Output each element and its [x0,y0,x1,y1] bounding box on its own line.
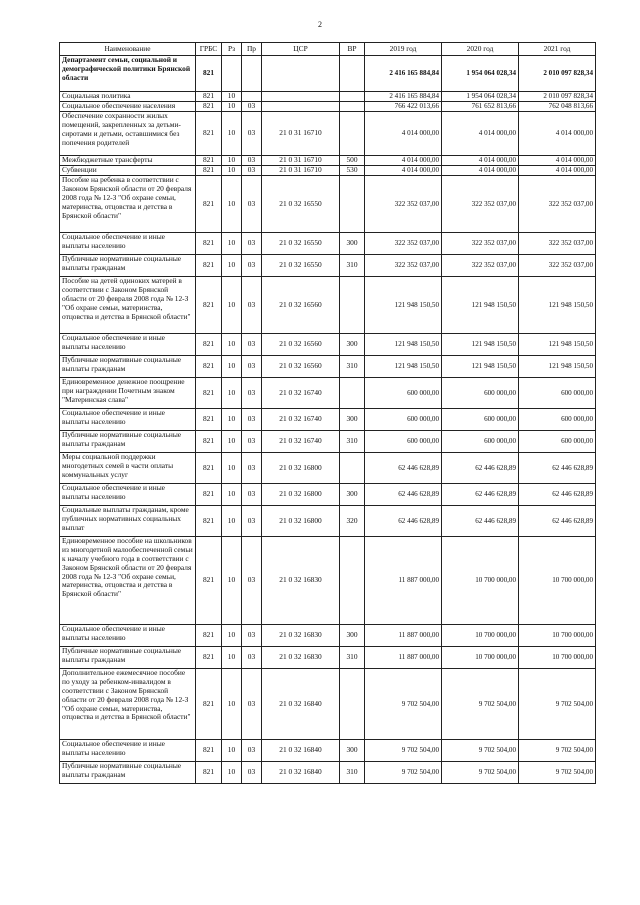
row-csr: 21 0 32 16560 [262,277,340,334]
row-grbs: 821 [196,334,222,356]
row-amount-2021: 322 352 037,00 [519,176,596,233]
row-pr: 03 [242,669,262,740]
row-pr: 03 [242,453,262,484]
row-amount-2021: 9 702 504,00 [519,669,596,740]
table-row [60,506,596,537]
row-name: Социальное обеспечение и иные выплаты населению [60,409,196,431]
row-vr: 300 [340,625,365,647]
page-number: 2 [318,20,322,29]
row-amount-2021: 2 010 097 828,34 [519,92,596,102]
row-rz: 10 [222,409,242,431]
table-row [60,625,596,647]
table-row [60,409,596,431]
row-vr [340,176,365,233]
row-amount-2019: 322 352 037,00 [365,233,442,255]
row-grbs: 821 [196,356,222,378]
row-rz: 10 [222,378,242,409]
row-pr: 03 [242,102,262,112]
row-pr: 03 [242,176,262,233]
row-amount-2020: 322 352 037,00 [442,176,519,233]
row-pr: 03 [242,431,262,453]
row-name: Социальное обеспечение и иные выплаты населению [60,334,196,356]
row-rz: 10 [222,453,242,484]
row-name: Пособие на детей одиноких матерей в соответствии с Законом Брянской области от 20 февраля 2008 года № 12-З "Об охране семьи, материнства, отцовства и детства в Брянской области" [60,277,196,334]
row-csr: 21 0 32 16830 [262,625,340,647]
row-amount-2021: 10 700 000,00 [519,647,596,669]
row-amount-2019: 322 352 037,00 [365,176,442,233]
row-csr: 21 0 31 16710 [262,112,340,156]
row-amount-2020: 1 954 064 028,34 [442,56,519,92]
row-amount-2020: 4 014 000,00 [442,112,519,156]
row-amount-2019: 121 948 150,50 [365,277,442,334]
row-vr: 300 [340,334,365,356]
row-vr [340,378,365,409]
row-amount-2021: 10 700 000,00 [519,625,596,647]
row-csr: 21 0 32 16830 [262,537,340,625]
row-grbs: 821 [196,669,222,740]
row-grbs: 821 [196,102,222,112]
row-name: Социальное обеспечение и иные выплаты населению [60,740,196,762]
header-2019: 2019 год [365,43,442,56]
row-grbs: 821 [196,537,222,625]
row-grbs: 821 [196,176,222,233]
row-pr: 03 [242,537,262,625]
row-vr: 300 [340,740,365,762]
table-row [60,647,596,669]
row-grbs: 821 [196,431,222,453]
row-name: Социальная политика [60,92,196,102]
row-rz: 10 [222,277,242,334]
row-vr [340,277,365,334]
table-row [60,431,596,453]
row-vr: 310 [340,255,365,277]
table-row [60,669,596,740]
row-pr [242,92,262,102]
table-row [60,537,596,625]
row-amount-2020: 322 352 037,00 [442,255,519,277]
row-name: Публичные нормативные социальные выплаты гражданам [60,356,196,378]
row-rz: 10 [222,166,242,176]
row-amount-2020: 121 948 150,50 [442,334,519,356]
row-name: Социальное обеспечение и иные выплаты населению [60,625,196,647]
row-csr: 21 0 32 16740 [262,431,340,453]
row-pr: 03 [242,166,262,176]
table-row [60,156,596,166]
header-2021: 2021 год [519,43,596,56]
row-amount-2021: 62 446 628,89 [519,453,596,484]
row-csr: 21 0 31 16710 [262,166,340,176]
row-amount-2020: 600 000,00 [442,431,519,453]
row-rz: 10 [222,625,242,647]
row-amount-2021: 4 014 000,00 [519,156,596,166]
row-amount-2019: 11 887 000,00 [365,537,442,625]
row-amount-2021: 4 014 000,00 [519,166,596,176]
row-amount-2020: 121 948 150,50 [442,277,519,334]
table-row [60,56,596,92]
row-name: Социальные выплаты гражданам, кроме публичных нормативных социальных выплат [60,506,196,537]
row-grbs: 821 [196,506,222,537]
table-row [60,378,596,409]
row-amount-2019: 62 446 628,89 [365,453,442,484]
row-pr: 03 [242,740,262,762]
table-row [60,356,596,378]
row-amount-2019: 121 948 150,50 [365,356,442,378]
row-vr [340,102,365,112]
row-pr: 03 [242,156,262,166]
row-grbs: 821 [196,156,222,166]
header-2020: 2020 год [442,43,519,56]
row-amount-2019: 11 887 000,00 [365,625,442,647]
row-grbs: 821 [196,378,222,409]
row-amount-2019: 4 014 000,00 [365,166,442,176]
row-rz: 10 [222,334,242,356]
row-pr: 03 [242,409,262,431]
row-csr: 21 0 32 16550 [262,176,340,233]
table-row [60,166,596,176]
row-rz: 10 [222,762,242,784]
row-amount-2020: 600 000,00 [442,409,519,431]
row-grbs: 821 [196,56,222,92]
row-pr: 03 [242,625,262,647]
row-vr: 310 [340,762,365,784]
row-rz: 10 [222,356,242,378]
row-amount-2019: 600 000,00 [365,378,442,409]
table-row [60,334,596,356]
row-csr: 21 0 32 16740 [262,409,340,431]
row-amount-2021: 600 000,00 [519,409,596,431]
row-amount-2020: 9 702 504,00 [442,669,519,740]
row-amount-2021: 2 010 097 828,34 [519,56,596,92]
row-amount-2019: 62 446 628,89 [365,506,442,537]
row-grbs: 821 [196,166,222,176]
row-amount-2019: 9 702 504,00 [365,740,442,762]
row-amount-2020: 4 014 000,00 [442,166,519,176]
row-name: Социальное обеспечение населения [60,102,196,112]
row-amount-2021: 762 048 813,66 [519,102,596,112]
row-amount-2019: 9 702 504,00 [365,762,442,784]
row-amount-2020: 322 352 037,00 [442,233,519,255]
row-amount-2021: 4 014 000,00 [519,112,596,156]
row-csr: 21 0 32 16840 [262,669,340,740]
row-vr [340,453,365,484]
row-pr: 03 [242,112,262,156]
header-grbs: ГРБС [196,43,222,56]
row-name: Публичные нормативные социальные выплаты гражданам [60,762,196,784]
row-csr: 21 0 32 16560 [262,356,340,378]
row-name: Публичные нормативные социальные выплаты гражданам [60,431,196,453]
row-name: Единовременное денежное поощрение при награждении Почетным знаком "Материнская слава" [60,378,196,409]
row-csr: 21 0 32 16840 [262,762,340,784]
row-vr: 310 [340,356,365,378]
row-vr [340,537,365,625]
row-amount-2019: 2 416 165 884,84 [365,56,442,92]
row-name: Субвенции [60,166,196,176]
table-row [60,233,596,255]
row-vr: 320 [340,506,365,537]
row-pr: 03 [242,506,262,537]
row-amount-2021: 9 702 504,00 [519,740,596,762]
row-amount-2019: 322 352 037,00 [365,255,442,277]
row-name: Пособие на ребенка в соответствии с Законом Брянской области от 20 февраля 2008 года № 12-З "Об охране семьи, материнства, отцовства и детства в Брянской области" [60,176,196,233]
row-amount-2020: 62 446 628,89 [442,453,519,484]
row-grbs: 821 [196,112,222,156]
row-rz: 10 [222,647,242,669]
row-rz: 10 [222,176,242,233]
row-grbs: 821 [196,625,222,647]
row-amount-2021: 600 000,00 [519,431,596,453]
row-grbs: 821 [196,453,222,484]
row-pr: 03 [242,233,262,255]
header-csr: ЦСР [262,43,340,56]
row-csr: 21 0 32 16800 [262,453,340,484]
row-rz: 10 [222,740,242,762]
row-rz: 10 [222,506,242,537]
row-rz: 10 [222,669,242,740]
row-amount-2021: 62 446 628,89 [519,484,596,506]
row-vr [340,669,365,740]
row-vr [340,56,365,92]
row-name: Социальное обеспечение и иные выплаты населению [60,484,196,506]
row-csr: 21 0 32 16800 [262,484,340,506]
row-pr: 03 [242,484,262,506]
row-amount-2021: 62 446 628,89 [519,506,596,537]
header-vr: ВР [340,43,365,56]
row-rz: 10 [222,92,242,102]
row-rz: 10 [222,255,242,277]
row-vr: 500 [340,156,365,166]
row-amount-2021: 600 000,00 [519,378,596,409]
header-rz: Рз [222,43,242,56]
row-amount-2021: 121 948 150,50 [519,356,596,378]
table-row [60,762,596,784]
row-rz: 10 [222,233,242,255]
row-grbs: 821 [196,762,222,784]
row-pr: 03 [242,334,262,356]
row-amount-2020: 62 446 628,89 [442,484,519,506]
row-amount-2020: 9 702 504,00 [442,740,519,762]
row-rz: 10 [222,484,242,506]
row-rz [222,56,242,92]
row-amount-2020: 1 954 064 028,34 [442,92,519,102]
row-pr [242,56,262,92]
row-amount-2021: 121 948 150,50 [519,334,596,356]
row-amount-2020: 10 700 000,00 [442,647,519,669]
row-name: Публичные нормативные социальные выплаты гражданам [60,647,196,669]
table-row [60,453,596,484]
table-header-row [60,43,596,56]
table-body [60,56,596,784]
row-amount-2021: 121 948 150,50 [519,277,596,334]
row-amount-2020: 4 014 000,00 [442,156,519,166]
row-vr: 300 [340,484,365,506]
row-vr: 310 [340,431,365,453]
row-rz: 10 [222,537,242,625]
header-name: Наименование [60,43,196,56]
row-grbs: 821 [196,277,222,334]
row-amount-2021: 10 700 000,00 [519,537,596,625]
row-name: Департамент семьи, социальной и демографической политики Брянской области [60,56,196,92]
budget-table [59,42,596,784]
row-pr: 03 [242,255,262,277]
row-name: Единовременное пособие на школьников из многодетной малообеспеченной семьи к началу учебного года в соответствии с Законом Брянской области от 20 февраля 2008 года № 12-З "Об охране семьи, материнства, отцовства и детства в Брянской области" [60,537,196,625]
row-csr: 21 0 32 16550 [262,233,340,255]
row-vr: 530 [340,166,365,176]
row-amount-2019: 766 422 013,66 [365,102,442,112]
row-name: Меры социальной поддержки многодетных семей в части оплаты коммунальных услуг [60,453,196,484]
row-name: Межбюджетные трансферты [60,156,196,166]
row-amount-2019: 62 446 628,89 [365,484,442,506]
table-row [60,92,596,102]
header-pr: Пр [242,43,262,56]
row-amount-2019: 4 014 000,00 [365,156,442,166]
row-name: Дополнительное ежемесячное пособие по уходу за ребенком-инвалидом в соответствии с Законом Брянской области от 20 февраля 2008 года № 12-З "Об охране семьи, материнства, отцовства и детства в Брянской области" [60,669,196,740]
row-pr: 03 [242,356,262,378]
row-amount-2019: 11 887 000,00 [365,647,442,669]
row-csr: 21 0 31 16710 [262,156,340,166]
row-vr [340,112,365,156]
row-name: Обеспечение сохранности жилых помещений, закрепленных за детьми-сиротами и детьми, оставшимися без попечения родителей [60,112,196,156]
row-csr [262,102,340,112]
row-pr: 03 [242,277,262,334]
row-amount-2019: 600 000,00 [365,431,442,453]
row-rz: 10 [222,102,242,112]
row-csr: 21 0 32 16840 [262,740,340,762]
row-amount-2021: 322 352 037,00 [519,255,596,277]
row-rz: 10 [222,431,242,453]
row-pr: 03 [242,647,262,669]
row-csr: 21 0 32 16550 [262,255,340,277]
row-vr [340,92,365,102]
row-pr: 03 [242,762,262,784]
table-row [60,484,596,506]
row-amount-2019: 9 702 504,00 [365,669,442,740]
row-amount-2020: 600 000,00 [442,378,519,409]
row-grbs: 821 [196,409,222,431]
row-vr: 300 [340,233,365,255]
row-pr: 03 [242,378,262,409]
row-csr [262,56,340,92]
row-amount-2020: 10 700 000,00 [442,537,519,625]
row-amount-2020: 62 446 628,89 [442,506,519,537]
row-amount-2020: 761 652 813,66 [442,102,519,112]
row-amount-2019: 2 416 165 884,84 [365,92,442,102]
row-grbs: 821 [196,255,222,277]
row-csr: 21 0 32 16560 [262,334,340,356]
row-amount-2021: 9 702 504,00 [519,762,596,784]
table-row [60,255,596,277]
table-row [60,740,596,762]
row-rz: 10 [222,112,242,156]
row-amount-2020: 10 700 000,00 [442,625,519,647]
row-amount-2019: 4 014 000,00 [365,112,442,156]
row-grbs: 821 [196,484,222,506]
row-amount-2019: 600 000,00 [365,409,442,431]
row-vr: 310 [340,647,365,669]
table-row [60,277,596,334]
row-csr: 21 0 32 16830 [262,647,340,669]
row-grbs: 821 [196,740,222,762]
row-amount-2019: 121 948 150,50 [365,334,442,356]
row-amount-2020: 9 702 504,00 [442,762,519,784]
row-csr: 21 0 32 16740 [262,378,340,409]
table-row [60,112,596,156]
row-rz: 10 [222,156,242,166]
row-name: Публичные нормативные социальные выплаты гражданам [60,255,196,277]
row-amount-2021: 322 352 037,00 [519,233,596,255]
table-row [60,102,596,112]
table-row [60,176,596,233]
row-csr: 21 0 32 16800 [262,506,340,537]
row-vr: 300 [340,409,365,431]
row-name: Социальное обеспечение и иные выплаты населению [60,233,196,255]
row-amount-2020: 121 948 150,50 [442,356,519,378]
row-grbs: 821 [196,233,222,255]
row-grbs: 821 [196,92,222,102]
row-csr [262,92,340,102]
row-grbs: 821 [196,647,222,669]
